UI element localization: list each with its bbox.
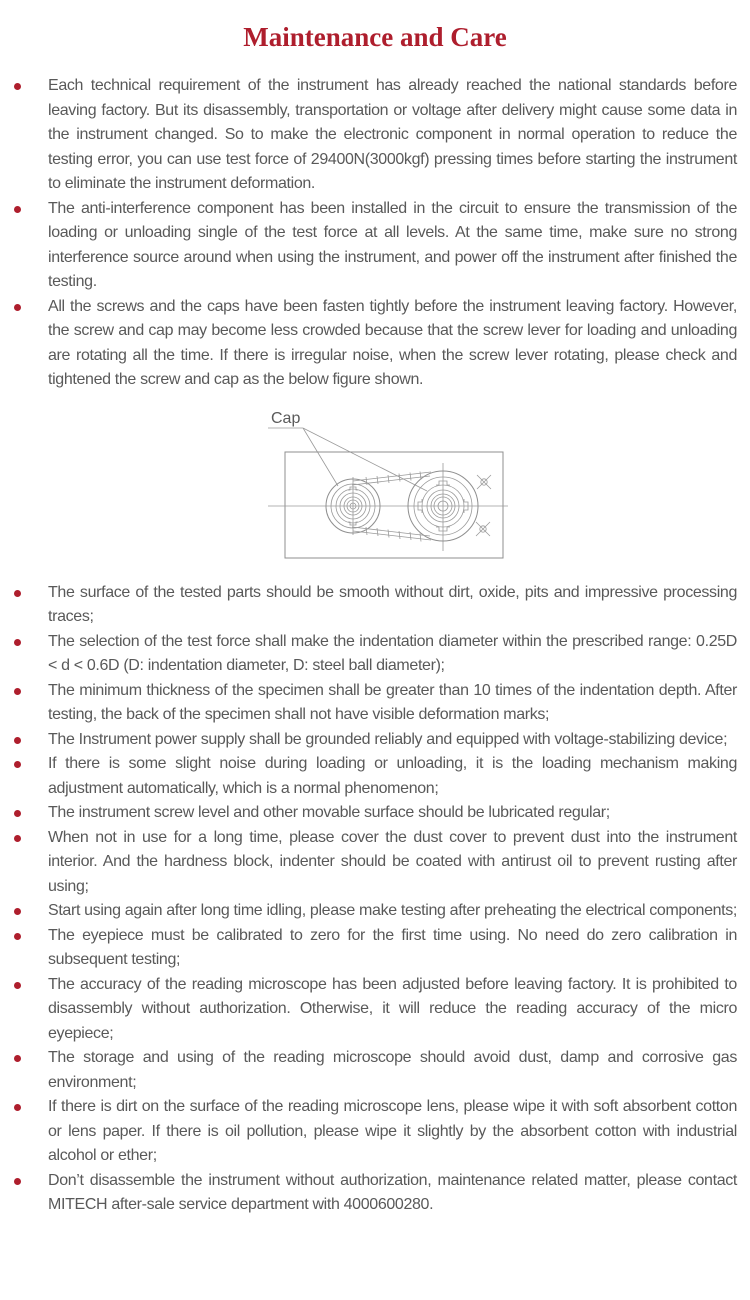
- bullet-text: Start using again after long time idling, please make testing after preheating the electrical components;: [48, 902, 738, 919]
- list-item: [48, 973, 737, 1047]
- bullet-icon: [14, 810, 21, 817]
- bullet-icon: [14, 761, 21, 768]
- bullet-icon: [14, 304, 21, 311]
- bullet-text: The accuracy of the reading microscope has been adjusted before leaving factory. It is prohibited to disassembly without authorization. Otherwise, it will reduce the reading accuracy of the micro eyepiece;: [48, 975, 737, 1042]
- housing-outline: [285, 452, 503, 558]
- list-item: [48, 1046, 737, 1095]
- bullet-text: The eyepiece must be calibrated to zero for the first time using. No need do zero calibration in subsequent testing;: [48, 926, 737, 968]
- bullet-icon: [14, 933, 21, 940]
- bullet-icon: [14, 1055, 21, 1062]
- bullet-text: The Instrument power supply shall be grounded reliably and equipped with voltage-stabilizing device;: [48, 730, 728, 748]
- list-item: [48, 581, 737, 630]
- screw-icon-bottom: [476, 522, 490, 536]
- bullet-icon: [14, 1178, 21, 1185]
- bullet-text: The selection of the test force shall make the indentation diameter within the prescribed range: 0.25D < d < 0.6D (D: indentation diameter, D: steel ball diameter);: [48, 632, 737, 674]
- bullet-text: The minimum thickness of the specimen shall be greater than 10 times of the indentation depth. After testing, the back of the specimen shall not have visible deformation marks;: [48, 681, 737, 723]
- bullet-icon: [14, 835, 21, 842]
- list-item: [48, 826, 737, 900]
- bullet-text: The anti-interference component has been installed in the circuit to ensure the transmission of the loading or unloading single of the test force at all levels. At the same time, make sure no strong interference source around when using the instrument, and power off the instrument after finished the testing.: [48, 199, 737, 290]
- bullet-text: The instrument screw level and other movable surface should be lubricated regular;: [48, 804, 610, 821]
- list-item: [48, 74, 737, 197]
- list-item: [48, 752, 737, 801]
- cap-label: Cap: [271, 409, 301, 427]
- page-title: Maintenance and Care: [243, 22, 507, 52]
- pulley-right: [408, 463, 478, 551]
- bullet-text: Don’t disassemble the instrument without authorization, maintenance related matter, please contact MITECH after-sale service department with 4000600280.: [48, 1171, 737, 1213]
- bullet-list-top: [0, 74, 750, 393]
- bullet-icon: [14, 206, 21, 213]
- bullet-text: If there is dirt on the surface of the reading microscope lens, please wipe it with soft absorbent cotton or lens paper. If there is oil pollution, please wipe it slightly by the absorbent cotton with industrial alcohol or ether;: [48, 1098, 737, 1164]
- bullet-text: Each technical requirement of the instrument has already reached the national standards before leaving factory. But its disassembly, transportation or voltage after delivery might cause some data in the instrument changed. So to make the electronic component in normal operation to reduce the testing error, you can use test force of 29400N(3000kgf) pressing times before starting the instrument to eliminate the instrument deformation.: [48, 77, 737, 192]
- list-item: [48, 1095, 737, 1169]
- list-item: [48, 899, 737, 924]
- bullet-text: When not in use for a long time, please cover the dust cover to prevent dust into the instrument interior. And the hardness block, indenter should be coated with antirust oil to prevent rusting after using;: [48, 828, 737, 895]
- list-item: [48, 728, 737, 753]
- bullet-list-bottom: [0, 581, 750, 1218]
- list-item: [48, 801, 737, 826]
- bullet-icon: [14, 590, 21, 597]
- cap-figure: [0, 393, 750, 581]
- bullet-icon: [14, 688, 21, 695]
- list-item: [48, 197, 737, 295]
- list-item: [48, 1169, 737, 1218]
- list-item: [48, 924, 737, 973]
- bullet-icon: [14, 982, 21, 989]
- bullet-icon: [14, 908, 21, 915]
- bullet-icon: [14, 639, 21, 646]
- screw-icon-top: [477, 475, 491, 489]
- bullet-text: The storage and using of the reading microscope should avoid dust, damp and corrosive gas environment;: [48, 1049, 737, 1091]
- list-item: [48, 679, 737, 728]
- bullet-icon: [14, 1104, 21, 1111]
- belt-drive-diagram: [253, 401, 523, 573]
- bullet-text: The surface of the tested parts should be smooth without dirt, oxide, pits and impressive processing traces;: [48, 583, 737, 625]
- bullet-icon: [14, 83, 21, 90]
- bullet-text: If there is some slight noise during loading or unloading, it is the loading mechanism making adjustment automatically, which is a normal phenomenon;: [48, 755, 737, 797]
- bullet-icon: [14, 737, 21, 744]
- cap-leader-lines: [268, 428, 427, 491]
- bullet-text: All the screws and the caps have been fasten tightly before the instrument leaving factory. However, the screw and cap may become less crowded because that the screw lever for loading and unloading are rotating all the time. If there is irregular noise, when the screw lever rotating, please check and tightened the screw and cap as the below figure shown.: [48, 297, 737, 388]
- list-item: [48, 295, 737, 393]
- list-item: [48, 630, 737, 679]
